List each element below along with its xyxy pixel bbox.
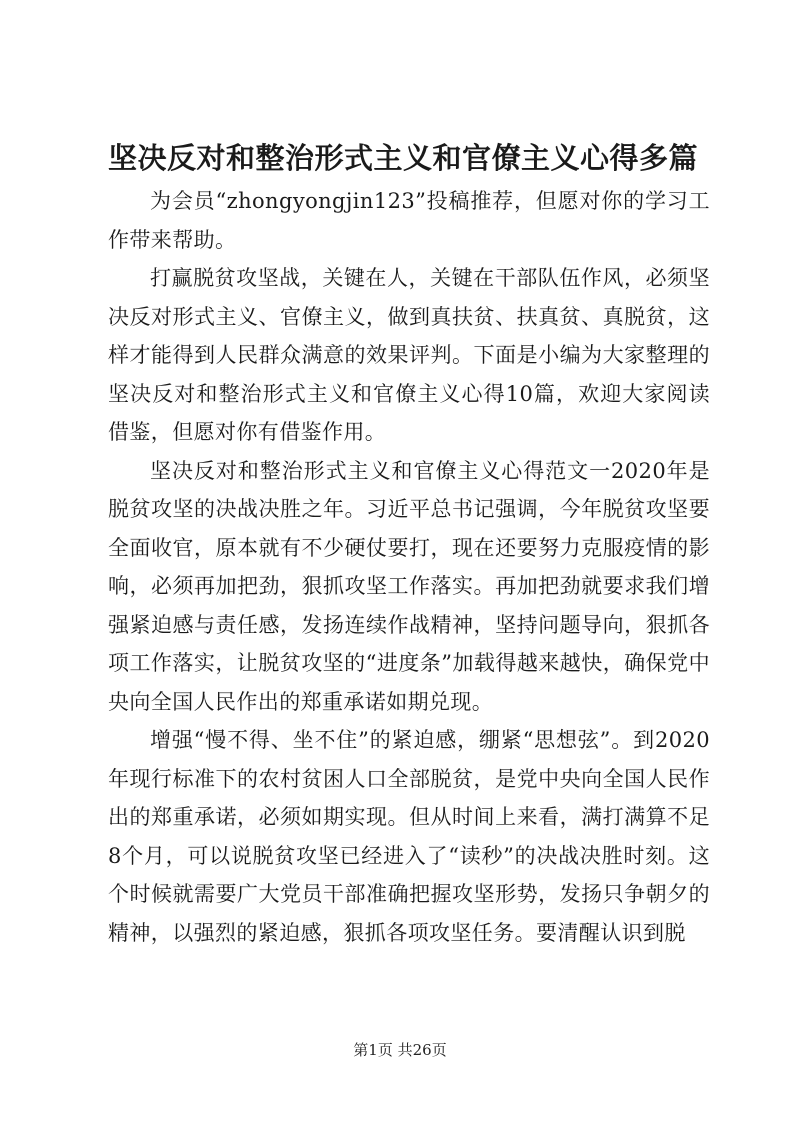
paragraph-intro: 为会员“zhongyongjin123”投稿推荐，但愿对你的学习工作带来帮助。 xyxy=(108,189,710,252)
document-body xyxy=(108,182,710,952)
paragraph-summary: 打赢脱贫攻坚战，关键在人，关键在干部队伍作风，必须坚决反对形式主义、官僚主义，做到真扶贫、扶真贫、真脱贫，这样才能得到人民群众满意的效果评判。下面是小编为大家整理的坚决反对和整治形式主义和官僚主义心得10篇，欢迎大家阅读借鉴，但愿对你有借鉴作用。 xyxy=(108,266,710,444)
paragraph-urgency: 增强“慢不得、坐不住”的紧迫感，绷紧“思想弦”。到2020年现行标准下的农村贫困人口全部脱贫，是党中央向全国人民作出的郑重承诺，必须如期实现。但从时间上来看，满打满算不足8个月，可以说脱贫攻坚已经进入了“读秒”的决战决胜时刻。这个时候就需要广大党员干部准确把握攻坚形势，发扬只争朝夕的精神，以强烈的紧迫感，狠抓各项攻坚任务。要清醒认识到脱 xyxy=(108,728,710,945)
paragraph-essay-one: 坚决反对和整治形式主义和官僚主义心得范文一2020年是脱贫攻坚的决战决胜之年。习近平总书记强调，今年脱贫攻坚要全面收官，原本就有不少硬仗要打，现在还要努力克服疫情的影响，必须再加把劲，狠抓攻坚工作落实。再加把劲就要求我们增强紧迫感与责任感，发扬连续作战精神，坚持问题导向，狠抓各项工作落实，让脱贫攻坚的“进度条”加载得越来越快，确保党中央向全国人民作出的郑重承诺如期兑现。 xyxy=(108,458,710,714)
page-title: 坚决反对和整治形式主义和官僚主义心得多篇 xyxy=(108,141,699,175)
page-number-footer: 第1页 共26页 xyxy=(353,1041,447,1059)
